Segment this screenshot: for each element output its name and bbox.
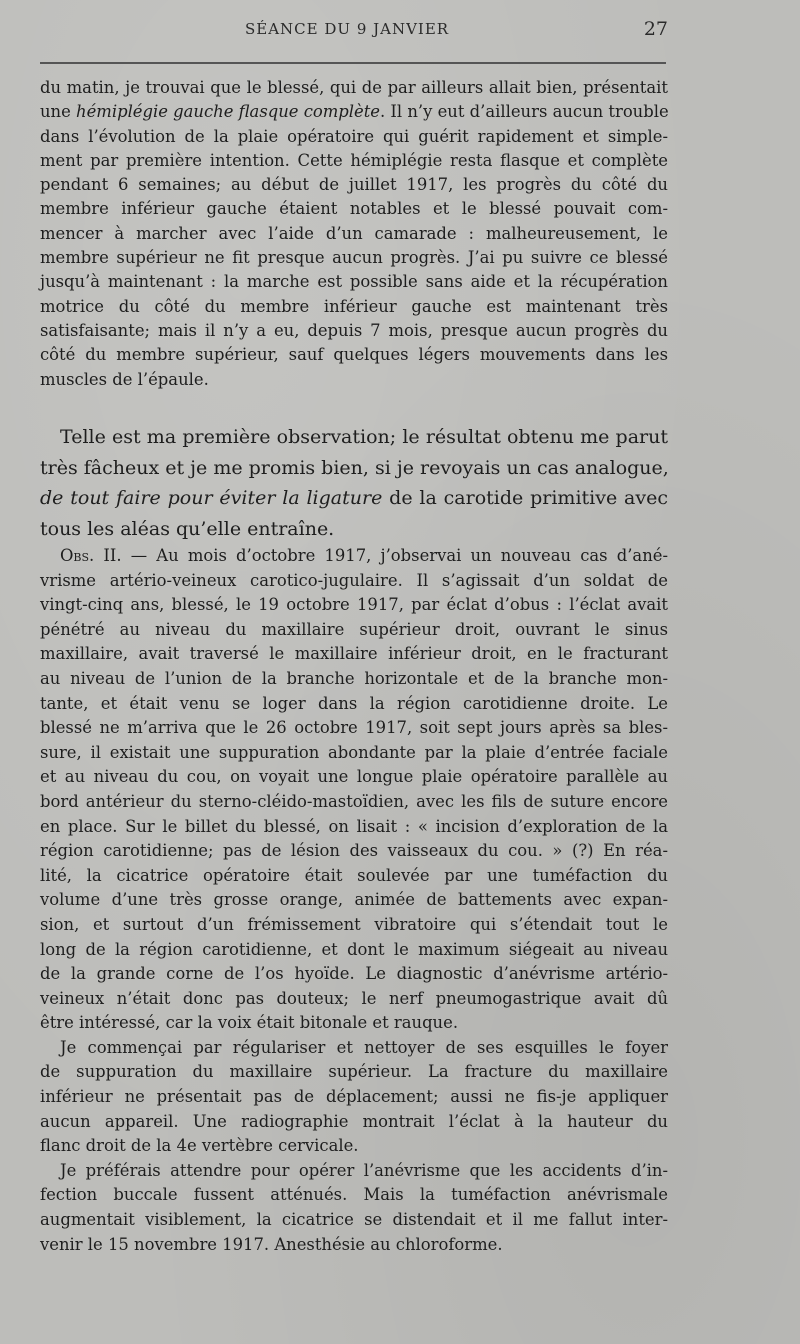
italic-text: hémiplégie gauche flasque complète [76,102,381,122]
text-line: veineux n’était donc pas douteux; le nerf pneumogastrique avait dû [40,988,668,1008]
text-line: Telle est ma première observation; le résultat obtenu me parut [60,426,668,448]
text-line: du matin, je trouvai que le blessé, qui de par ailleurs allait bien, présentait [40,78,668,97]
text-line: au niveau de l’union de la branche horizontale et de la branche mon- [40,668,668,688]
text-line: tous les aléas qu’elle entraîne. [40,517,335,540]
text-line: vrisme artério-veineux carotico-jugulaire. Il s’agissait d’un soldat de [40,570,668,590]
text-line: Obs. II. — Au mois d’octobre 1917, j’observai un nouveau cas d’ané- [60,546,668,565]
text-line: bord antérieur du sterno-cléido-mastoïdien, avec les fils de suture encore [40,791,668,811]
text-line: tante, et était venu se loger dans la région carotidienne droite. Le [40,693,668,713]
text-line: de suppuration du maxillaire supérieur. La fracture du maxillaire [40,1062,668,1082]
text-line: sion, et surtout d’un frémissement vibratoire qui s’étendait tout le [40,914,668,934]
running-head [40,20,668,44]
paragraph-3 [40,544,668,1257]
text-line: en place. Sur le billet du blessé, on lisait : « incision d’exploration de la [40,816,668,836]
text-line: muscles de l’épaule. [40,369,209,389]
text-line: aucun appareil. Une radiographie montrait l’éclat à la hauteur du [40,1111,668,1131]
text-line: côté du membre supérieur, sauf quelques légers mouvements dans les [40,345,668,365]
text-line: pénétré au niveau du maxillaire supérieur droit, ouvrant le sinus [40,619,668,639]
text-line: motrice du côté du membre inférieur gauche est maintenant très [40,296,668,316]
text-line: de tout faire pour éviter la ligature de la carotide primitive avec [40,487,668,509]
text-line: membre inférieur gauche étaient notables et le blessé pouvait com- [40,199,668,219]
text-line: mencer à marcher avec l’aide d’un camarade : malheureusement, le [40,223,668,243]
text-line: et au niveau du cou, on voyait une longue plaie opératoire parallèle au [40,767,668,787]
text-line: jusqu’à maintenant : la marche est possible sans aide et la récupération [40,272,668,292]
obs-label: Obs. [60,546,95,565]
page-number: 27 [643,18,668,40]
header-rule [40,62,666,64]
text-line: venir le 15 novembre 1917. Anesthésie au chloroforme. [40,1234,503,1254]
text-line: augmentait visiblement, la cicatrice se distendait et il me fallut inter- [40,1210,668,1230]
text-line: pendant 6 semaines; au début de juillet 1917, les progrès du côté du [40,175,668,195]
running-title: SÉANCE DU 9 JANVIER [245,20,450,38]
text-line: de la grande corne de l’os hyoïde. Le diagnostic d’anévrisme artério- [40,964,668,984]
text-line: Je préférais attendre pour opérer l’anévrisme que les accidents d’in- [60,1160,668,1180]
paragraph-1 [40,76,668,392]
text-line: fection buccale fussent atténués. Mais la tuméfaction anévrismale [40,1185,668,1205]
text-line: être intéressé, car la voix était bitonale et rauque. [40,1013,459,1033]
text-line: long de la région carotidienne, et dont le maximum siégeait au niveau [40,939,668,959]
text-line: maxillaire, avait traversé le maxillaire inférieur droit, en le fracturant [40,644,668,664]
text-line: volume d’une très grosse orange, animée de battements avec expan- [40,890,668,910]
text-line: inférieur ne présentait pas de déplacement; aussi ne fis-je appliquer [40,1087,668,1107]
text-line: vingt-cinq ans, blessé, le 19 octobre 1917, par éclat d’obus : l’éclat avait [40,595,668,615]
text-line: une hémiplégie gauche flasque complète. Il n’y eut d’ailleurs aucun trouble [40,102,669,122]
text-line: dans l’évolution de la plaie opératoire qui guérit rapidement et simple- [40,126,668,146]
text-line: sure, il existait une suppuration abondante par la plaie d’entrée faciale [40,742,668,762]
italic-text: de tout faire pour éviter la ligature [40,487,383,509]
text-line: lité, la cicatrice opératoire était soulevée par une tuméfaction du [40,865,668,885]
text-line: Je commençai par régulariser et nettoyer de ses esquilles le foyer [60,1037,668,1057]
text-line: flanc droit de la 4e vertèbre cervicale. [40,1136,359,1156]
text-line: membre supérieur ne fit presque aucun progrès. J’ai pu suivre ce blessé [40,248,668,268]
text-line: très fâcheux et je me promis bien, si je revoyais un cas analogue, [40,456,669,479]
text-line: blessé ne m’arriva que le 26 octobre 1917, soit sept jours après sa bles- [40,718,668,738]
text-line: région carotidienne; pas de lésion des vaisseaux du cou. » (?) En réa- [40,841,668,861]
paragraph-2 [40,422,668,544]
text-line: ment par première intention. Cette hémiplégie resta flasque et complète [40,150,668,170]
text-line: satisfaisante; mais il n’y a eu, depuis 7 mois, presque aucun progrès du [40,320,668,340]
